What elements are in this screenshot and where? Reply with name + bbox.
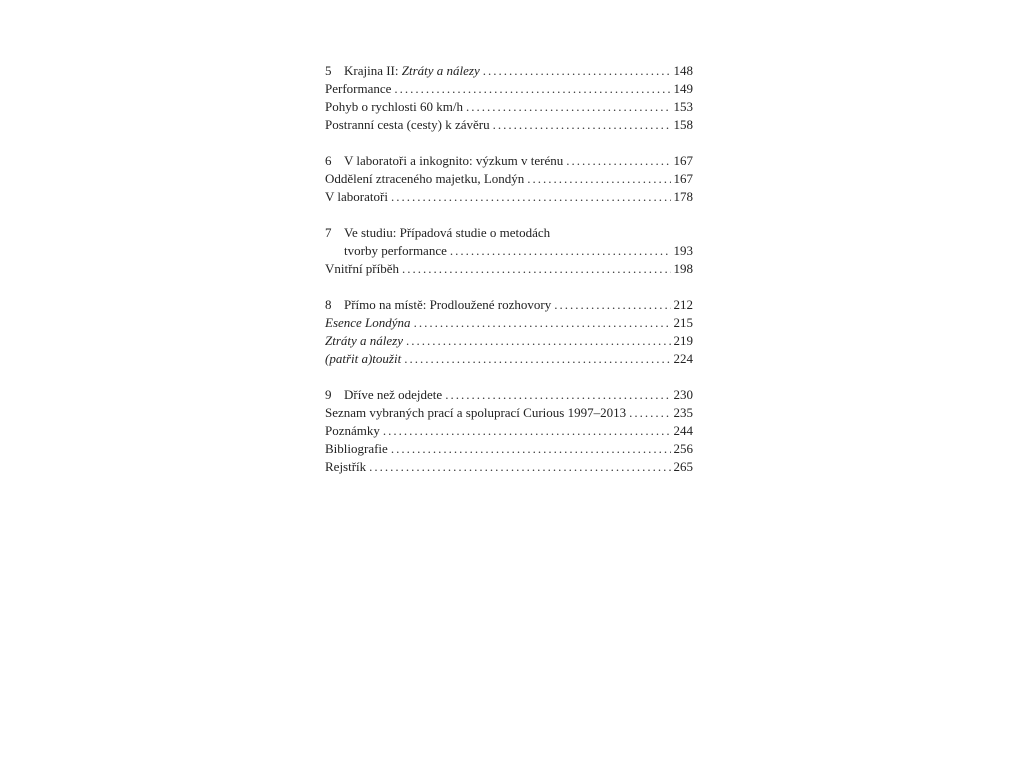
toc-entry — [325, 224, 693, 242]
toc-chapter-9 — [325, 386, 693, 476]
section-title: Ztráty a nálezy — [325, 333, 403, 348]
page-number: 167 — [673, 171, 693, 186]
dot-leader — [369, 458, 670, 476]
dot-leader — [445, 386, 670, 404]
page-number: 193 — [673, 243, 693, 258]
chapter-title-line-2: tvorby performance — [344, 243, 447, 258]
toc-entry — [325, 440, 693, 458]
page-number: 149 — [673, 81, 693, 96]
toc-entry — [325, 260, 693, 278]
table-of-contents — [325, 62, 693, 494]
toc-chapter-7 — [325, 224, 693, 278]
page-number: 198 — [673, 261, 693, 276]
chapter-number: 5 — [325, 63, 332, 78]
chapter-title-emphasis: Ztráty a nálezy — [401, 63, 480, 78]
dot-leader — [391, 440, 671, 458]
page-number: 153 — [673, 99, 693, 114]
section-title: Vnitřní příběh — [325, 261, 400, 276]
chapter-title: V laboratoři a inkognito: výzkum v terénu — [344, 153, 564, 168]
section-title: Postranní cesta (cesty) k závěru — [325, 117, 490, 132]
dot-leader — [391, 188, 671, 206]
toc-entry — [325, 296, 693, 314]
toc-entry — [325, 242, 693, 260]
page-number: 167 — [673, 153, 693, 168]
section-title: Bibliografie — [325, 441, 388, 456]
section-title: Poznámky — [325, 423, 380, 438]
page-number: 265 — [673, 459, 693, 474]
chapter-title: Dříve než odejdete — [344, 387, 443, 402]
toc-entry — [325, 314, 693, 332]
toc-entry — [325, 98, 693, 116]
dot-leader — [483, 62, 671, 80]
chapter-title — [344, 62, 480, 80]
section-title: Performance — [325, 81, 392, 96]
dot-leader — [394, 80, 670, 98]
dot-leader — [406, 332, 671, 350]
toc-entry — [325, 422, 693, 440]
toc-entry — [325, 386, 693, 404]
chapter-title: Přímo na místě: Prodloužené rozhovory — [344, 297, 552, 312]
toc-entry — [325, 188, 693, 206]
toc-entry — [325, 404, 693, 422]
page-number: 256 — [673, 441, 693, 456]
toc-chapter-5 — [325, 62, 693, 134]
page-number: 148 — [673, 63, 693, 78]
toc-chapter-8 — [325, 296, 693, 368]
toc-entry — [325, 350, 693, 368]
page-number: 235 — [673, 405, 693, 420]
toc-entry — [325, 62, 693, 80]
dot-leader — [383, 422, 671, 440]
dot-leader — [414, 314, 671, 332]
dot-leader — [402, 260, 670, 278]
dot-leader — [629, 404, 670, 422]
page-number: 219 — [673, 333, 693, 348]
dot-leader — [404, 350, 670, 368]
section-title: (patřit a)toužit — [325, 351, 402, 366]
chapter-number: 8 — [325, 297, 332, 312]
page-number: 224 — [673, 351, 693, 366]
chapter-number: 6 — [325, 153, 332, 168]
dot-leader — [554, 296, 670, 314]
dot-leader — [466, 98, 671, 116]
toc-entry — [325, 80, 693, 98]
toc-entry — [325, 170, 693, 188]
dot-leader — [450, 242, 671, 260]
page-number: 178 — [673, 189, 693, 204]
section-title: Esence Londýna — [325, 315, 411, 330]
toc-entry — [325, 116, 693, 134]
page-number: 212 — [673, 297, 693, 312]
section-title: Seznam vybraných prací a spoluprací Curious 1997–2013 — [325, 405, 627, 420]
page-number: 244 — [673, 423, 693, 438]
dot-leader — [493, 116, 671, 134]
toc-entry — [325, 332, 693, 350]
dot-leader — [527, 170, 670, 188]
chapter-number: 9 — [325, 387, 332, 402]
section-title: V laboratoři — [325, 189, 388, 204]
chapter-number: 7 — [325, 225, 332, 240]
toc-entry — [325, 152, 693, 170]
chapter-title-prefix: Krajina II: — [344, 63, 402, 78]
section-title: Rejstřík — [325, 459, 367, 474]
toc-entry — [325, 458, 693, 476]
page-number: 158 — [673, 117, 693, 132]
toc-chapter-6 — [325, 152, 693, 206]
page-number: 230 — [673, 387, 693, 402]
section-title: Pohyb o rychlosti 60 km/h — [325, 99, 463, 114]
dot-leader — [566, 152, 670, 170]
page-number: 215 — [673, 315, 693, 330]
section-title: Oddělení ztraceného majetku, Londýn — [325, 171, 525, 186]
chapter-title-line-1: Ve studiu: Případová studie o metodách — [344, 225, 551, 240]
